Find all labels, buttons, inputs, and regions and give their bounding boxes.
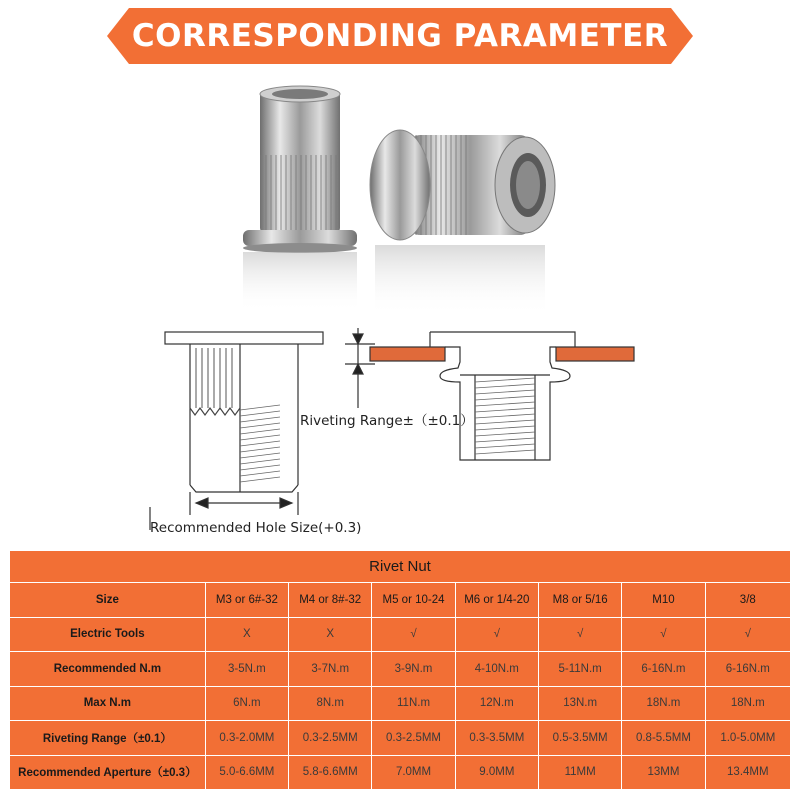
column-header: M5 or 10-24 <box>372 583 455 618</box>
riveting-range-label: Riveting Range±（±0.1） <box>300 413 474 429</box>
row-label: Recommended N.m <box>10 652 206 687</box>
row-label: Recommended Aperture（±0.3） <box>10 755 206 790</box>
table-header-row <box>10 583 791 618</box>
rivet-nut-standing <box>243 86 357 312</box>
row-label: Riveting Range（±0.1） <box>10 721 206 756</box>
table-cell: 5-11N.m <box>538 652 621 687</box>
column-header: M3 or 6#-32 <box>205 583 288 618</box>
table-cell: 0.3-3.5MM <box>455 721 538 756</box>
column-header: M8 or 5/16 <box>538 583 621 618</box>
table-cell: 12N.m <box>455 686 538 721</box>
table-cell: 7.0MM <box>372 755 455 790</box>
table-cell: 0.8-5.5MM <box>622 721 705 756</box>
table-cell: 9.0MM <box>455 755 538 790</box>
hole-size-label: Recommended Hole Size(+0.3) <box>150 520 362 536</box>
parameter-table <box>9 550 791 790</box>
product-photo <box>225 80 575 320</box>
table-cell: 13.4MM <box>705 755 790 790</box>
table-row <box>10 617 791 652</box>
row-label: Max N.m <box>10 686 206 721</box>
table-cell: √ <box>372 617 455 652</box>
table-row <box>10 686 791 721</box>
table-cell: √ <box>705 617 790 652</box>
table-title: Rivet Nut <box>10 551 791 583</box>
column-header: M4 or 8#-32 <box>289 583 372 618</box>
table-cell: 11N.m <box>372 686 455 721</box>
table-row <box>10 721 791 756</box>
table-cell: √ <box>622 617 705 652</box>
rivet-nut-cross-section <box>150 332 323 530</box>
table-cell: √ <box>455 617 538 652</box>
table-cell: 3-9N.m <box>372 652 455 687</box>
table-cell: 5.8-6.6MM <box>289 755 372 790</box>
table-cell: X <box>289 617 372 652</box>
riveting-range-dimension <box>345 328 375 408</box>
table-cell: 3-5N.m <box>205 652 288 687</box>
table-cell: 1.0-5.0MM <box>705 721 790 756</box>
table-cell: 6-16N.m <box>705 652 790 687</box>
table-cell: 8N.m <box>289 686 372 721</box>
table-cell: 5.0-6.6MM <box>205 755 288 790</box>
column-header: 3/8 <box>705 583 790 618</box>
row-label: Electric Tools <box>10 617 206 652</box>
technical-diagram <box>140 320 660 550</box>
table-cell: 6N.m <box>205 686 288 721</box>
table-cell: 18N.m <box>705 686 790 721</box>
table-cell: 0.3-2.5MM <box>372 721 455 756</box>
table-cell: 13N.m <box>538 686 621 721</box>
table-cell: 18N.m <box>622 686 705 721</box>
table-cell: 0.5-3.5MM <box>538 721 621 756</box>
column-header: M10 <box>622 583 705 618</box>
table-row <box>10 755 791 790</box>
table-cell: 13MM <box>622 755 705 790</box>
table-cell: 0.3-2.0MM <box>205 721 288 756</box>
column-header: M6 or 1/4-20 <box>455 583 538 618</box>
table-cell: X <box>205 617 288 652</box>
table-title-row <box>10 551 791 583</box>
table-cell: 3-7N.m <box>289 652 372 687</box>
table-cell: 11MM <box>538 755 621 790</box>
table-cell: 6-16N.m <box>622 652 705 687</box>
title-banner <box>107 8 693 64</box>
table-cell: 0.3-2.5MM <box>289 721 372 756</box>
installed-cross-section <box>370 332 634 460</box>
table-cell: √ <box>538 617 621 652</box>
page-title: CORRESPONDING PARAMETER <box>131 18 669 54</box>
table-row <box>10 652 791 687</box>
rivet-nut-lying <box>370 130 555 315</box>
row-label: Size <box>10 583 206 618</box>
table-cell: 4-10N.m <box>455 652 538 687</box>
